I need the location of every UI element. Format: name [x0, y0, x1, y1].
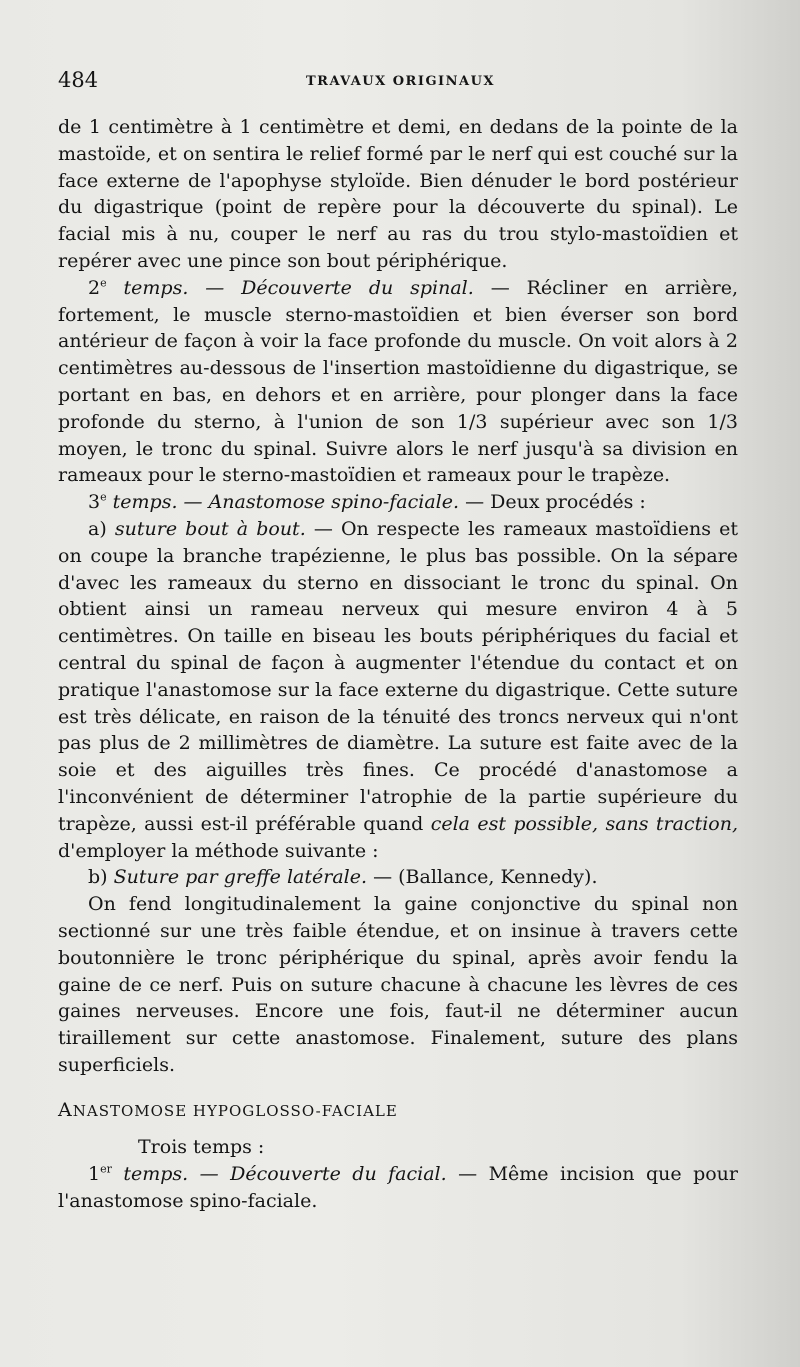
- paragraph-text: — Récliner en arrière, fortement, le muscle sterno-mastoïdien et bien éverser son bord antérieur de façon à voir la face profonde du muscle. On voit alors à 2 centimètres au-dessous de l'insertion mastoïdienne du digastrique, se portant en bas, en dehors et en arrière, pour plonger dans la face profonde du sterno, à l'union de son 1/3 supérieur avec son 1/3 moyen, le tronc du spinal. Suivre alors le nerf jusqu'à sa division en rameaux pour le sterno-mastoïdien et rameaux pour le trapèze.: [58, 276, 738, 487]
- step-ordinal: e: [100, 276, 107, 290]
- step-ordinal: e: [100, 490, 107, 504]
- paragraph-8: [58, 1161, 738, 1215]
- step-number: 2: [88, 276, 101, 299]
- page-number: 484: [58, 68, 99, 92]
- running-title: TRAVAUX ORIGINAUX: [306, 74, 496, 89]
- page-header: [58, 68, 736, 98]
- body-text: [58, 114, 738, 1215]
- paragraph-5: [58, 864, 738, 891]
- step-title: temps. — Découverte du facial.: [123, 1163, 447, 1186]
- paragraph-4: [58, 516, 738, 864]
- step-number: 3: [88, 491, 101, 514]
- section-title: [58, 1097, 738, 1125]
- step-number: 1: [88, 1163, 101, 1186]
- paragraph-6: On fend longitudinalement la gaine conjonctive du spinal non sectionné sur une très faible étendue, et on insinue à travers cette boutonnière le tronc périphérique du spinal, après avoir fendu la gaine de ce nerf. Puis on suture chacune à chacune les lèvres de ces gaines nerveuses. Encore une fois, faut-il ne déterminer aucun tiraillement sur cette anastomose. Finalement, suture des plans superficiels.: [58, 893, 738, 1076]
- item-title: Suture par greffe latérale.: [113, 866, 368, 889]
- paragraph-7: Trois temps :: [138, 1136, 265, 1159]
- paragraph-text: — Deux procédés :: [459, 491, 646, 514]
- paragraph-text: — Même incision que pour l'anastomose spino-faciale.: [58, 1163, 738, 1213]
- item-label: b): [88, 866, 108, 889]
- item-title: suture bout à bout.: [114, 517, 306, 540]
- paragraph-text: — (Ballance, Kennedy).: [367, 866, 598, 889]
- step-title: temps. — Anastomose spino-faciale.: [112, 491, 460, 514]
- paragraph-3: [58, 489, 738, 516]
- paragraph-2: [58, 275, 738, 489]
- step-ordinal: er: [100, 1162, 112, 1176]
- paragraph-text: — On respecte les rameaux mastoïdiens et on coupe la branche trapézienne, le plus bas possible. On la sépare d'avec les rameaux du sterno en dissociant le tronc du spinal. On obtient ainsi un rameau nerveux qui mesure environ 4 à 5 centimètres. On taille en biseau les bouts périphériques du facial et central du spinal de façon à augmenter l'étendue du contact et on pratique l'anastomose sur la face externe du digastrique. Cette suture est très délicate, en raison de la ténuité des troncs nerveux qui n'ont pas plus de 2 millimètres de diamètre. La suture est faite avec de la soie et des aiguilles très fines. Ce procédé d'anastomose a l'inconvénient de déterminer l'atrophie de la partie supérieure du trapèze, aussi est-il préférable quand: [58, 517, 738, 835]
- section-title-rest: NASTOMOSE HYPOGLOSSO-FACIALE: [72, 1101, 398, 1120]
- step-title: temps. — Découverte du spinal.: [123, 276, 474, 299]
- italic-phrase: cela est possible, sans traction,: [430, 812, 738, 835]
- paragraph-1: de 1 centimètre à 1 centimètre et demi, en dedans de la pointe de la mastoïde, et on sentira le relief formé par le nerf qui est couché sur la face externe de l'apophyse styloïde. Bien dénuder le bord postérieur du digastrique (point de repère pour la découverte du spinal). Le facial mis à nu, couper le nerf au ras du trou stylo-mastoïdien et repérer avec une pince son bout périphérique.: [58, 116, 738, 272]
- item-label: a): [88, 517, 107, 540]
- section-title-initial: A: [58, 1098, 73, 1121]
- paragraph-text: d'employer la méthode suivante :: [58, 839, 379, 862]
